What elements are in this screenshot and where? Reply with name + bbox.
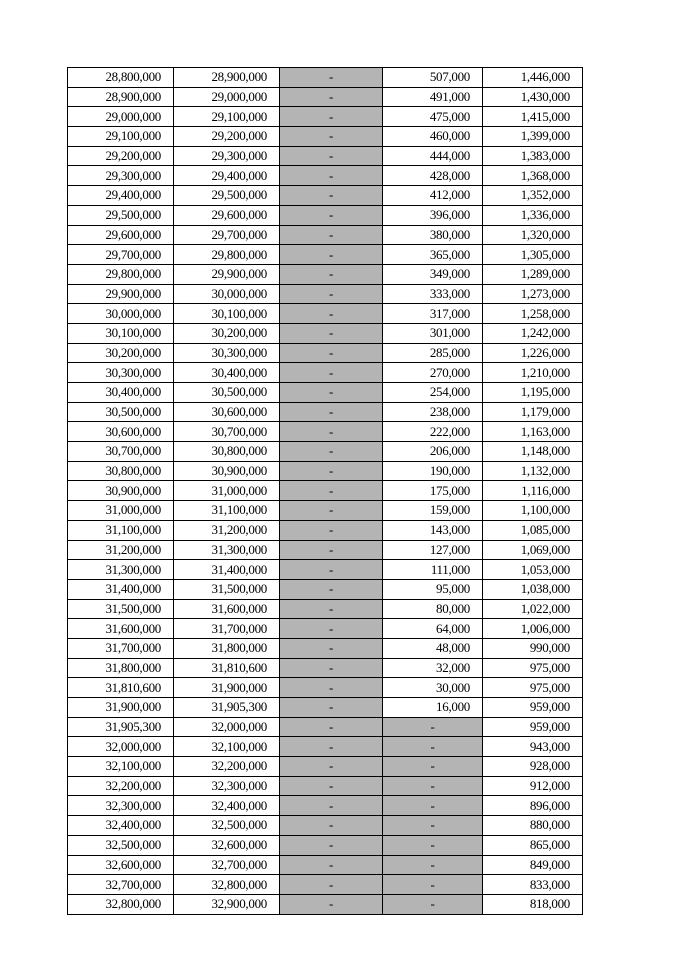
income-from-cell: 29,400,000 bbox=[68, 186, 174, 206]
table-row bbox=[68, 776, 583, 796]
column5-cell: 1,258,000 bbox=[483, 304, 583, 324]
income-from-cell: 32,000,000 bbox=[68, 737, 174, 757]
column4-cell: 222,000 bbox=[383, 422, 483, 442]
income-to-cell: 32,900,000 bbox=[174, 894, 280, 914]
income-from-cell: 32,300,000 bbox=[68, 796, 174, 816]
column4-cell: - bbox=[383, 835, 483, 855]
column4-cell: 30,000 bbox=[383, 678, 483, 698]
column4-cell: 127,000 bbox=[383, 540, 483, 560]
table-row bbox=[68, 205, 583, 225]
income-from-cell: 29,700,000 bbox=[68, 245, 174, 265]
column5-cell: 1,148,000 bbox=[483, 442, 583, 462]
column4-cell: 491,000 bbox=[383, 87, 483, 107]
income-from-cell: 30,300,000 bbox=[68, 363, 174, 383]
column3-cell: - bbox=[280, 560, 383, 580]
income-to-cell: 32,100,000 bbox=[174, 737, 280, 757]
income-from-cell: 30,200,000 bbox=[68, 343, 174, 363]
income-from-cell: 32,500,000 bbox=[68, 835, 174, 855]
column3-cell: - bbox=[280, 127, 383, 147]
column5-cell: 1,179,000 bbox=[483, 402, 583, 422]
column3-cell: - bbox=[280, 205, 383, 225]
income-from-cell: 32,100,000 bbox=[68, 757, 174, 777]
column5-cell: 1,273,000 bbox=[483, 284, 583, 304]
table-row bbox=[68, 166, 583, 186]
income-from-cell: 30,100,000 bbox=[68, 323, 174, 343]
income-from-cell: 29,500,000 bbox=[68, 205, 174, 225]
column5-cell: 865,000 bbox=[483, 835, 583, 855]
income-to-cell: 31,000,000 bbox=[174, 481, 280, 501]
income-from-cell: 32,200,000 bbox=[68, 776, 174, 796]
column5-cell: 1,100,000 bbox=[483, 501, 583, 521]
column4-cell: 16,000 bbox=[383, 698, 483, 718]
income-to-cell: 32,700,000 bbox=[174, 855, 280, 875]
column4-cell: 80,000 bbox=[383, 599, 483, 619]
income-to-cell: 31,400,000 bbox=[174, 560, 280, 580]
column4-cell: 238,000 bbox=[383, 402, 483, 422]
column4-cell: 48,000 bbox=[383, 638, 483, 658]
column3-cell: - bbox=[280, 658, 383, 678]
column5-cell: 928,000 bbox=[483, 757, 583, 777]
column5-cell: 849,000 bbox=[483, 855, 583, 875]
income-to-cell: 30,200,000 bbox=[174, 323, 280, 343]
table-row bbox=[68, 363, 583, 383]
table-row bbox=[68, 264, 583, 284]
column4-cell: - bbox=[383, 875, 483, 895]
table-row bbox=[68, 835, 583, 855]
column4-cell: - bbox=[383, 776, 483, 796]
column5-cell: 1,336,000 bbox=[483, 205, 583, 225]
income-to-cell: 28,900,000 bbox=[174, 68, 280, 88]
income-to-cell: 31,100,000 bbox=[174, 501, 280, 521]
column3-cell: - bbox=[280, 383, 383, 403]
column3-cell: - bbox=[280, 107, 383, 127]
column4-cell: 64,000 bbox=[383, 619, 483, 639]
table-row bbox=[68, 698, 583, 718]
column3-cell: - bbox=[280, 717, 383, 737]
income-to-cell: 29,100,000 bbox=[174, 107, 280, 127]
column3-cell: - bbox=[280, 737, 383, 757]
income-to-cell: 29,500,000 bbox=[174, 186, 280, 206]
income-from-cell: 29,300,000 bbox=[68, 166, 174, 186]
column5-cell: 896,000 bbox=[483, 796, 583, 816]
income-to-cell: 31,800,000 bbox=[174, 638, 280, 658]
table-row bbox=[68, 383, 583, 403]
column5-cell: 1,195,000 bbox=[483, 383, 583, 403]
column4-cell: 380,000 bbox=[383, 225, 483, 245]
column4-cell: 317,000 bbox=[383, 304, 483, 324]
income-to-cell: 30,300,000 bbox=[174, 343, 280, 363]
column3-cell: - bbox=[280, 501, 383, 521]
column4-cell: - bbox=[383, 894, 483, 914]
column5-cell: 959,000 bbox=[483, 717, 583, 737]
column5-cell: 1,320,000 bbox=[483, 225, 583, 245]
column3-cell: - bbox=[280, 264, 383, 284]
column3-cell: - bbox=[280, 540, 383, 560]
column3-cell: - bbox=[280, 87, 383, 107]
column5-cell: 1,415,000 bbox=[483, 107, 583, 127]
table-row bbox=[68, 717, 583, 737]
income-to-cell: 29,200,000 bbox=[174, 127, 280, 147]
income-from-cell: 31,500,000 bbox=[68, 599, 174, 619]
income-to-cell: 31,500,000 bbox=[174, 579, 280, 599]
column3-cell: - bbox=[280, 363, 383, 383]
column4-cell: 412,000 bbox=[383, 186, 483, 206]
column3-cell: - bbox=[280, 343, 383, 363]
income-to-cell: 30,900,000 bbox=[174, 461, 280, 481]
income-from-cell: 30,000,000 bbox=[68, 304, 174, 324]
column4-cell: 396,000 bbox=[383, 205, 483, 225]
table-row bbox=[68, 186, 583, 206]
column3-cell: - bbox=[280, 796, 383, 816]
column4-cell: - bbox=[383, 757, 483, 777]
column5-cell: 1,022,000 bbox=[483, 599, 583, 619]
column5-cell: 943,000 bbox=[483, 737, 583, 757]
income-from-cell: 30,700,000 bbox=[68, 442, 174, 462]
column4-cell: 285,000 bbox=[383, 343, 483, 363]
column3-cell: - bbox=[280, 875, 383, 895]
column4-cell: 444,000 bbox=[383, 146, 483, 166]
column3-cell: - bbox=[280, 638, 383, 658]
tax-table-body bbox=[68, 68, 583, 915]
table-row bbox=[68, 875, 583, 895]
income-to-cell: 30,600,000 bbox=[174, 402, 280, 422]
income-to-cell: 32,300,000 bbox=[174, 776, 280, 796]
table-row bbox=[68, 146, 583, 166]
column5-cell: 1,132,000 bbox=[483, 461, 583, 481]
table-row bbox=[68, 442, 583, 462]
column4-cell: 475,000 bbox=[383, 107, 483, 127]
income-to-cell: 29,600,000 bbox=[174, 205, 280, 225]
column5-cell: 1,053,000 bbox=[483, 560, 583, 580]
column3-cell: - bbox=[280, 225, 383, 245]
income-from-cell: 29,600,000 bbox=[68, 225, 174, 245]
table-row bbox=[68, 658, 583, 678]
column4-cell: 111,000 bbox=[383, 560, 483, 580]
table-row bbox=[68, 127, 583, 147]
column5-cell: 1,242,000 bbox=[483, 323, 583, 343]
income-to-cell: 29,300,000 bbox=[174, 146, 280, 166]
table-row bbox=[68, 304, 583, 324]
income-from-cell: 29,800,000 bbox=[68, 264, 174, 284]
column4-cell: - bbox=[383, 816, 483, 836]
income-to-cell: 29,900,000 bbox=[174, 264, 280, 284]
column5-cell: 975,000 bbox=[483, 658, 583, 678]
column5-cell: 1,038,000 bbox=[483, 579, 583, 599]
income-from-cell: 32,400,000 bbox=[68, 816, 174, 836]
column4-cell: - bbox=[383, 737, 483, 757]
column4-cell: 159,000 bbox=[383, 501, 483, 521]
column4-cell: 254,000 bbox=[383, 383, 483, 403]
table-row bbox=[68, 461, 583, 481]
column4-cell: 333,000 bbox=[383, 284, 483, 304]
table-row bbox=[68, 68, 583, 88]
table-row bbox=[68, 599, 583, 619]
column5-cell: 1,069,000 bbox=[483, 540, 583, 560]
column4-cell: 206,000 bbox=[383, 442, 483, 462]
income-from-cell: 31,400,000 bbox=[68, 579, 174, 599]
column4-cell: - bbox=[383, 796, 483, 816]
column5-cell: 1,085,000 bbox=[483, 520, 583, 540]
column5-cell: 818,000 bbox=[483, 894, 583, 914]
column5-cell: 1,116,000 bbox=[483, 481, 583, 501]
column3-cell: - bbox=[280, 245, 383, 265]
column4-cell: 190,000 bbox=[383, 461, 483, 481]
column3-cell: - bbox=[280, 166, 383, 186]
column4-cell: 175,000 bbox=[383, 481, 483, 501]
column3-cell: - bbox=[280, 855, 383, 875]
income-to-cell: 32,500,000 bbox=[174, 816, 280, 836]
column5-cell: 1,430,000 bbox=[483, 87, 583, 107]
income-from-cell: 31,100,000 bbox=[68, 520, 174, 540]
column5-cell: 1,210,000 bbox=[483, 363, 583, 383]
column3-cell: - bbox=[280, 461, 383, 481]
income-from-cell: 31,700,000 bbox=[68, 638, 174, 658]
column4-cell: - bbox=[383, 717, 483, 737]
column4-cell: 301,000 bbox=[383, 323, 483, 343]
table-row bbox=[68, 284, 583, 304]
income-to-cell: 31,600,000 bbox=[174, 599, 280, 619]
income-to-cell: 29,400,000 bbox=[174, 166, 280, 186]
income-from-cell: 32,600,000 bbox=[68, 855, 174, 875]
table-row bbox=[68, 481, 583, 501]
column3-cell: - bbox=[280, 579, 383, 599]
table-row bbox=[68, 501, 583, 521]
income-to-cell: 31,700,000 bbox=[174, 619, 280, 639]
income-from-cell: 32,700,000 bbox=[68, 875, 174, 895]
column3-cell: - bbox=[280, 894, 383, 914]
column5-cell: 990,000 bbox=[483, 638, 583, 658]
income-from-cell: 30,800,000 bbox=[68, 461, 174, 481]
income-from-cell: 32,800,000 bbox=[68, 894, 174, 914]
table-row bbox=[68, 894, 583, 914]
table-row bbox=[68, 87, 583, 107]
income-from-cell: 30,900,000 bbox=[68, 481, 174, 501]
income-to-cell: 30,700,000 bbox=[174, 422, 280, 442]
income-from-cell: 29,200,000 bbox=[68, 146, 174, 166]
table-row bbox=[68, 107, 583, 127]
income-from-cell: 30,400,000 bbox=[68, 383, 174, 403]
income-to-cell: 31,905,300 bbox=[174, 698, 280, 718]
income-to-cell: 31,300,000 bbox=[174, 540, 280, 560]
income-from-cell: 31,300,000 bbox=[68, 560, 174, 580]
income-from-cell: 28,900,000 bbox=[68, 87, 174, 107]
income-to-cell: 30,500,000 bbox=[174, 383, 280, 403]
income-from-cell: 31,200,000 bbox=[68, 540, 174, 560]
income-to-cell: 30,000,000 bbox=[174, 284, 280, 304]
column3-cell: - bbox=[280, 520, 383, 540]
column4-cell: 507,000 bbox=[383, 68, 483, 88]
table-row bbox=[68, 737, 583, 757]
column5-cell: 833,000 bbox=[483, 875, 583, 895]
income-to-cell: 32,000,000 bbox=[174, 717, 280, 737]
column5-cell: 880,000 bbox=[483, 816, 583, 836]
income-from-cell: 30,500,000 bbox=[68, 402, 174, 422]
column3-cell: - bbox=[280, 284, 383, 304]
table-row bbox=[68, 520, 583, 540]
column5-cell: 1,368,000 bbox=[483, 166, 583, 186]
income-from-cell: 29,900,000 bbox=[68, 284, 174, 304]
table-row bbox=[68, 422, 583, 442]
table-row bbox=[68, 323, 583, 343]
income-to-cell: 31,200,000 bbox=[174, 520, 280, 540]
column4-cell: 32,000 bbox=[383, 658, 483, 678]
column5-cell: 1,163,000 bbox=[483, 422, 583, 442]
column3-cell: - bbox=[280, 68, 383, 88]
income-to-cell: 29,700,000 bbox=[174, 225, 280, 245]
income-from-cell: 31,000,000 bbox=[68, 501, 174, 521]
column5-cell: 1,226,000 bbox=[483, 343, 583, 363]
column5-cell: 1,352,000 bbox=[483, 186, 583, 206]
column5-cell: 1,289,000 bbox=[483, 264, 583, 284]
column5-cell: 912,000 bbox=[483, 776, 583, 796]
table-row bbox=[68, 540, 583, 560]
column3-cell: - bbox=[280, 422, 383, 442]
income-from-cell: 31,905,300 bbox=[68, 717, 174, 737]
column3-cell: - bbox=[280, 757, 383, 777]
column3-cell: - bbox=[280, 599, 383, 619]
table-row bbox=[68, 757, 583, 777]
income-from-cell: 28,800,000 bbox=[68, 68, 174, 88]
table-row bbox=[68, 402, 583, 422]
column3-cell: - bbox=[280, 698, 383, 718]
table-row bbox=[68, 560, 583, 580]
table-row bbox=[68, 855, 583, 875]
column3-cell: - bbox=[280, 186, 383, 206]
income-to-cell: 31,900,000 bbox=[174, 678, 280, 698]
income-to-cell: 29,000,000 bbox=[174, 87, 280, 107]
column4-cell: 270,000 bbox=[383, 363, 483, 383]
column3-cell: - bbox=[280, 619, 383, 639]
column3-cell: - bbox=[280, 678, 383, 698]
income-to-cell: 30,100,000 bbox=[174, 304, 280, 324]
tax-table bbox=[67, 67, 583, 915]
income-to-cell: 32,200,000 bbox=[174, 757, 280, 777]
income-from-cell: 31,600,000 bbox=[68, 619, 174, 639]
column4-cell: 428,000 bbox=[383, 166, 483, 186]
column4-cell: 460,000 bbox=[383, 127, 483, 147]
column5-cell: 1,399,000 bbox=[483, 127, 583, 147]
income-from-cell: 31,800,000 bbox=[68, 658, 174, 678]
income-to-cell: 30,400,000 bbox=[174, 363, 280, 383]
table-row bbox=[68, 816, 583, 836]
income-from-cell: 29,000,000 bbox=[68, 107, 174, 127]
column5-cell: 975,000 bbox=[483, 678, 583, 698]
table-row bbox=[68, 678, 583, 698]
column3-cell: - bbox=[280, 442, 383, 462]
income-to-cell: 32,800,000 bbox=[174, 875, 280, 895]
income-from-cell: 29,100,000 bbox=[68, 127, 174, 147]
column4-cell: 365,000 bbox=[383, 245, 483, 265]
table-row bbox=[68, 245, 583, 265]
column5-cell: 1,006,000 bbox=[483, 619, 583, 639]
column3-cell: - bbox=[280, 304, 383, 324]
column5-cell: 1,446,000 bbox=[483, 68, 583, 88]
table-row bbox=[68, 225, 583, 245]
income-to-cell: 32,600,000 bbox=[174, 835, 280, 855]
column3-cell: - bbox=[280, 146, 383, 166]
table-row bbox=[68, 638, 583, 658]
column3-cell: - bbox=[280, 323, 383, 343]
table-row bbox=[68, 579, 583, 599]
column4-cell: - bbox=[383, 855, 483, 875]
income-from-cell: 31,900,000 bbox=[68, 698, 174, 718]
income-from-cell: 30,600,000 bbox=[68, 422, 174, 442]
income-to-cell: 30,800,000 bbox=[174, 442, 280, 462]
column5-cell: 1,305,000 bbox=[483, 245, 583, 265]
income-to-cell: 31,810,600 bbox=[174, 658, 280, 678]
table-row bbox=[68, 796, 583, 816]
column3-cell: - bbox=[280, 816, 383, 836]
column5-cell: 1,383,000 bbox=[483, 146, 583, 166]
table-row bbox=[68, 619, 583, 639]
income-to-cell: 29,800,000 bbox=[174, 245, 280, 265]
table-row bbox=[68, 343, 583, 363]
column3-cell: - bbox=[280, 402, 383, 422]
column4-cell: 95,000 bbox=[383, 579, 483, 599]
column4-cell: 349,000 bbox=[383, 264, 483, 284]
income-from-cell: 31,810,600 bbox=[68, 678, 174, 698]
income-to-cell: 32,400,000 bbox=[174, 796, 280, 816]
column5-cell: 959,000 bbox=[483, 698, 583, 718]
column3-cell: - bbox=[280, 481, 383, 501]
column3-cell: - bbox=[280, 835, 383, 855]
column3-cell: - bbox=[280, 776, 383, 796]
column4-cell: 143,000 bbox=[383, 520, 483, 540]
